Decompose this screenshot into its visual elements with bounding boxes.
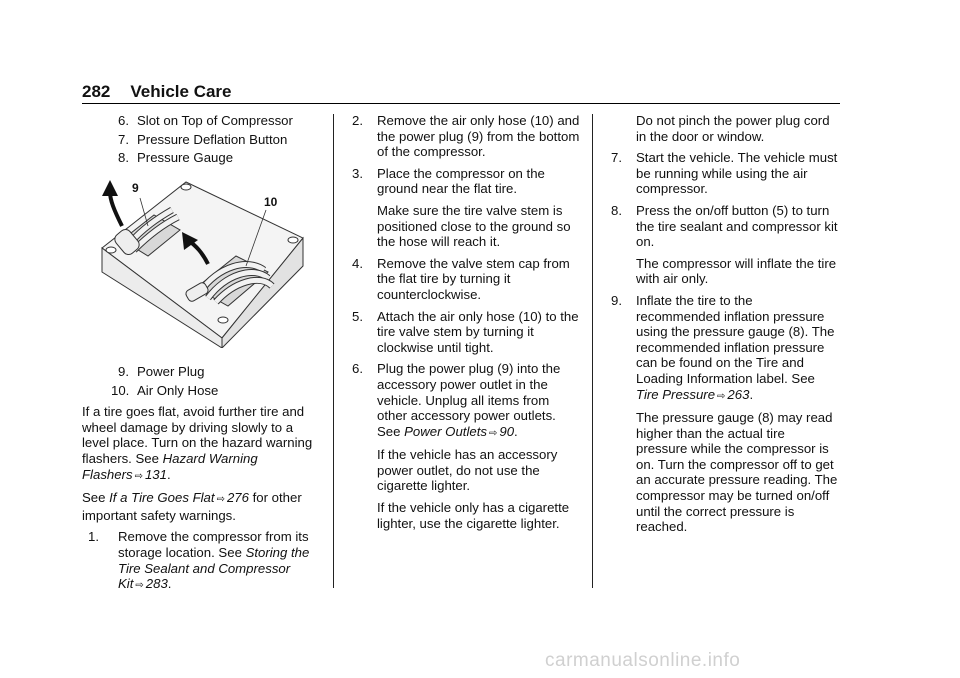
header-rule — [82, 103, 840, 104]
reference-arrow-icon: ⇨ — [216, 494, 225, 506]
paragraph: See If a Tire Goes Flat ⇨ 276 for other important safety warnings. — [82, 490, 302, 523]
reference-link[interactable]: Power Outlets — [404, 423, 487, 439]
reference-link[interactable]: Storing the Tire Sealant and Compressor Kit — [118, 544, 310, 592]
step-1: 1. Remove the compressor from its storage location. See Storing the Tire Sealant and Compressor Kit ⇨ 283. — [88, 529, 310, 592]
reference-link[interactable]: Tire Pressure — [636, 386, 716, 402]
column-1-lower — [82, 364, 322, 594]
page-reference[interactable]: 283 — [145, 576, 168, 592]
section-title: Vehicle Care — [130, 82, 232, 101]
list-item: 7. Pressure Deflation Button — [118, 131, 288, 147]
reference-link[interactable]: If a Tire Goes Flat — [109, 490, 215, 506]
reference-arrow-icon: ⇨ — [488, 427, 498, 439]
step-9-note: The pressure gauge (8) may read higher than the actual tire pressure while the compressor is on. Turn the compressor off to get an accurate pressure reading. The compressor may be turned on/off until the correct pressure is reached. — [636, 410, 838, 535]
column-divider-1 — [333, 114, 334, 588]
step-3: 3. Place the compressor on the ground near the flat tire. — [352, 165, 545, 197]
reference-arrow-icon: ⇨ — [135, 580, 144, 592]
step-8: 8. Press the on/off button (5) to turn the tire sealant and compressor kit on. — [611, 202, 838, 250]
list-item: 6. Slot on Top of Compressor — [118, 113, 293, 128]
page-reference[interactable]: 90 — [499, 423, 515, 439]
watermark: carmanualsonline.info — [545, 650, 741, 671]
step-8-note: The compressor will inflate the tire with air only. — [636, 255, 837, 287]
step-4: 4. Remove the valve stem cap from the flat tire by turning it counterclockwise. — [352, 255, 570, 302]
reference-link[interactable]: Hazard Warning Flashers — [82, 450, 258, 482]
column-3 — [611, 113, 839, 541]
reference-arrow-icon: ⇨ — [134, 470, 143, 482]
page-header — [82, 82, 232, 102]
step-6-note: If the vehicle has an accessory power outlet, do not use the cigarette lighter. — [377, 447, 558, 494]
page-reference[interactable]: 131 — [144, 466, 167, 482]
compressor-illustration — [88, 170, 320, 348]
step-5: 5. Attach the air only hose (10) to the tire valve stem by turning it clockwise until tight. — [352, 308, 579, 355]
page-number: 282 — [82, 82, 111, 101]
callout-9: 9 — [132, 181, 139, 195]
paragraph: If a tire goes flat, avoid further tire and wheel damage by driving slowly to a level place. Turn on the hazard warning flashers. See Hazard Warning Flashers ⇨ 131. — [82, 404, 313, 482]
page-reference[interactable]: 276 — [226, 490, 249, 506]
column-1 — [82, 113, 322, 166]
caption-item: 9. Power Plug — [118, 364, 205, 379]
continued-note: Do not pinch the power plug cord in the door or window. — [636, 113, 830, 144]
list-item: 8. Pressure Gauge — [118, 150, 234, 166]
step-7: 7. Start the vehicle. The vehicle must be running while using the air compressor. — [611, 150, 838, 197]
reference-arrow-icon: ⇨ — [717, 390, 726, 402]
page-reference[interactable]: 263 — [727, 386, 750, 402]
step-6-note: If the vehicle only has a cigarette lighter, use the cigarette lighter. — [377, 500, 570, 531]
step-3-note: Make sure the tire valve stem is positioned close to the ground so the hose will reach it. — [377, 202, 571, 250]
column-2 — [352, 113, 580, 537]
step-6: 6. Plug the power plug (9) into the accessory power outlet in the vehicle. Unplug all items from other accessory power outlets. See Power Outlets ⇨ 90. — [352, 361, 561, 439]
step-9: 9. Inflate the tire to the recommended inflation pressure using the pressure gauge (8). The recommended inflation pressure can be found on the Tire and Loading Information label. See Tire Pressure ⇨ 263. — [611, 292, 835, 402]
caption-item: 10. Air Only Hose — [111, 382, 219, 398]
column-divider-2 — [592, 114, 593, 588]
callout-10: 10 — [264, 195, 278, 209]
step-2: 2. Remove the air only hose (10) and the power plug (9) from the bottom of the compressor. — [352, 113, 580, 160]
